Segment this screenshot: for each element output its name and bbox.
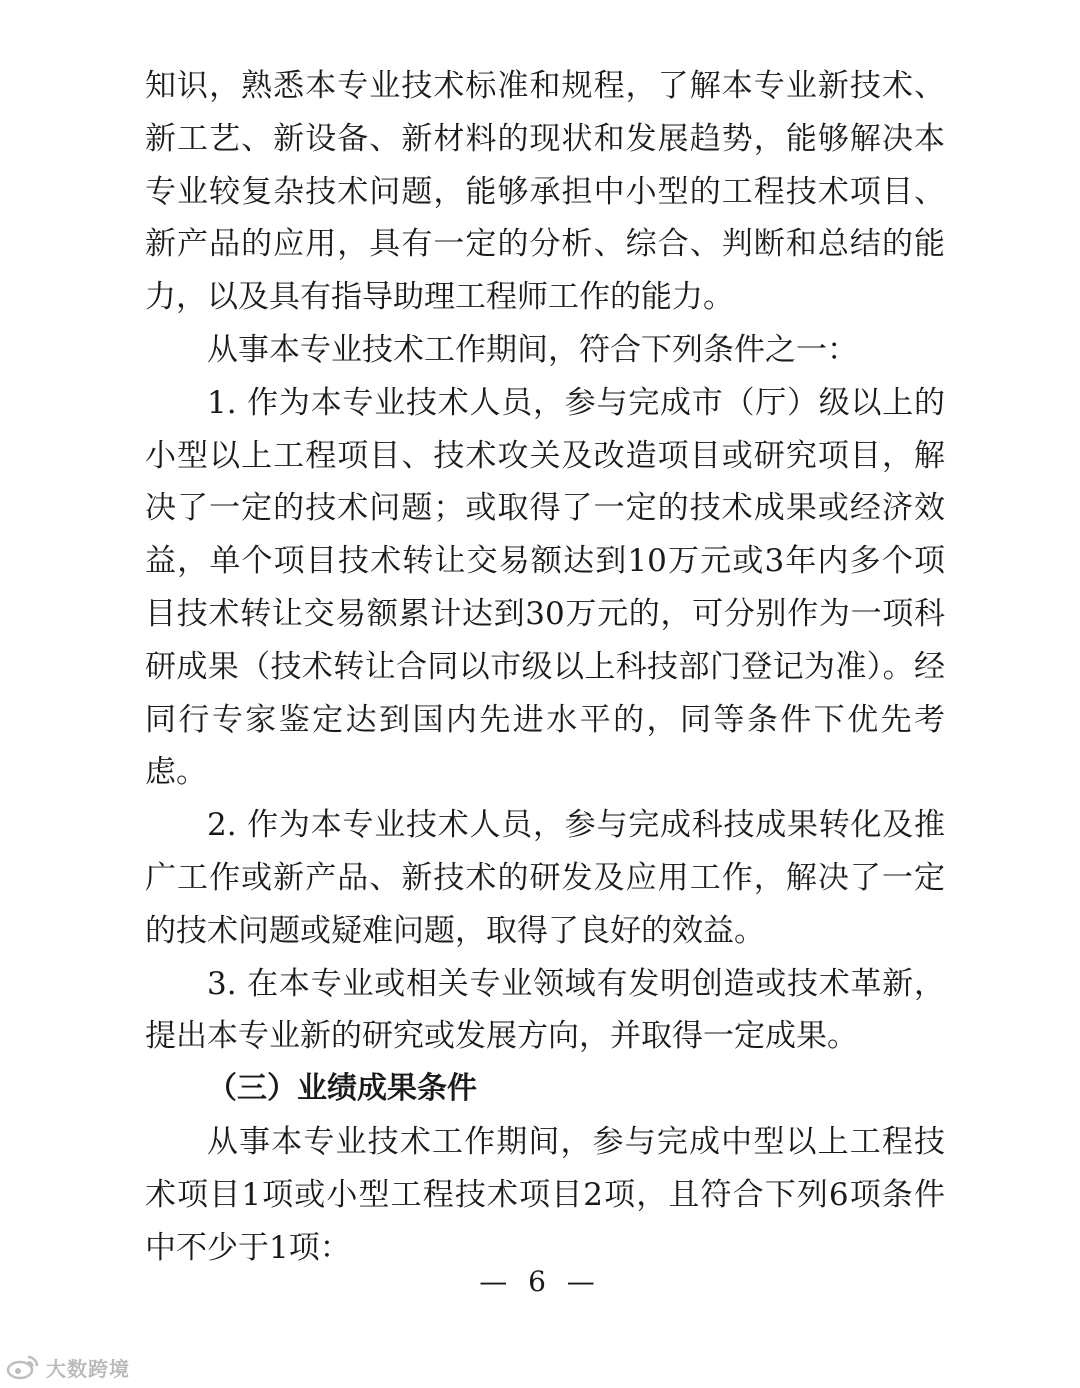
paragraph-capabilities: 知识，熟悉本专业技术标准和规程，了解本专业新技术、新工艺、新设备、新材料的现状和发展趋势，能够解决本专业较复杂技术问题，能够承担中小型的工程技术项目、新产品的应用，具有一定的分析、综合、判断和总结的能力，以及具有指导助理工程师工作的能力。	[145, 68, 945, 316]
weibo-logo-icon	[6, 1354, 40, 1380]
watermark	[6, 1352, 130, 1382]
document-body	[145, 60, 945, 1274]
paragraph-condition-1: 1. 作为本专业技术人员，参与完成市（厅）级以上的小型以上工程项目、技术攻关及改造项目或研究项目，解决了一定的技术问题；或取得了一定的技术成果或经济效益，单个项目技术转让交易额达到10万元或3年内多个项目技术转让交易额累计达到30万元的，可分别作为一项科研成果（技术转让合同以市级以上科技部门登记为准）。经同行专家鉴定达到国内先进水平的，同等条件下优先考虑。	[145, 384, 945, 791]
paragraph-condition-3: 3. 在本专业或相关专业领域有发明创造或技术革新，提出本专业新的研究或发展方向，并取得一定成果。	[145, 965, 945, 1055]
section-paragraph: 从事本专业技术工作期间，参与完成中型以上工程技术项目1项或小型工程技术项目2项，且符合下列6项条件中不少于1项：	[145, 1123, 945, 1266]
page-number: — 6 —	[479, 1265, 601, 1298]
section-heading: （三）业绩成果条件	[207, 1071, 477, 1107]
paragraph-condition-2: 2. 作为本专业技术人员，参与完成科技成果转化及推广工作或新产品、新技术的研发及应用工作，解决了一定的技术问题或疑难问题，取得了良好的效益。	[145, 807, 945, 949]
watermark-text: 大数跨境	[46, 1356, 130, 1381]
paragraph-conditions-intro: 从事本专业技术工作期间，符合下列条件之一：	[207, 331, 858, 368]
